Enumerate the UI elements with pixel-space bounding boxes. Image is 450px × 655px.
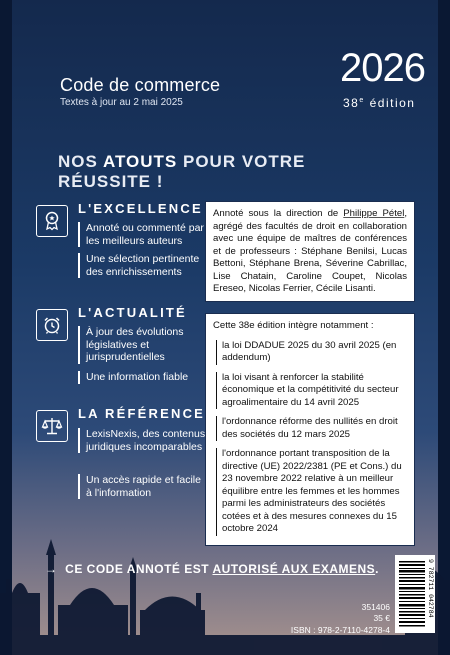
exam-text-1: CE CODE ANNOTÉ EST <box>65 562 213 576</box>
section-title-reference: LA RÉFÉRENCE <box>78 406 206 421</box>
authors-intro: Annoté sous la direction de <box>213 208 344 219</box>
director-name: Philippe Pétel <box>343 208 405 219</box>
content-box <box>205 313 415 546</box>
headline-part1: NOS <box>58 152 103 171</box>
authors-list: Stéphane Benilsi, Lucas Bettoni, Stéphane Brena, Séverine Cabrillac, Lise Chatain, Caroline Coupet, Nicolas Ereseo, Nicolas Ferrier, Cécile Lisanti. <box>213 245 408 294</box>
award-ribbon-icon <box>36 205 68 237</box>
content-item: l'ordonnance réforme des nullités en droit des sociétés du 12 mars 2025 <box>216 416 407 441</box>
bullet-reference-2: Un accès rapide et facile à l'information <box>78 474 206 499</box>
exam-text-end: . <box>375 562 380 576</box>
product-code: 351406 <box>361 602 390 612</box>
edition-year: 2026 <box>340 46 425 90</box>
barcode-digits: 9 782711 042784 <box>427 559 434 618</box>
scales-of-justice-icon <box>36 410 68 442</box>
edition-word: édition <box>369 96 416 110</box>
bullet-reference-1: LexisNexis, des contenus juridiques incomparables <box>78 428 206 453</box>
bullet-excellence-2: Une sélection pertinente des enrichissements <box>78 253 206 278</box>
section-title-actualite: L'ACTUALITÉ <box>78 305 187 320</box>
section-title-excellence: L'EXCELLENCE <box>78 201 203 216</box>
authors-team: , agrégé des facultés de droit en collaboration avec une équipe de maîtres de conférences et de professeurs : <box>213 208 407 257</box>
authors-box <box>205 201 415 302</box>
price: 35 € <box>373 613 390 623</box>
content-item: la loi visant à renforcer la stabilité économique et la compétitivité du secteur agroalimentaire du 14 avril 2025 <box>216 372 407 410</box>
bullet-actualite-2: Une information fiable <box>78 371 206 384</box>
content-item: la loi DDADUE 2025 du 30 avril 2025 (en addendum) <box>216 340 407 365</box>
exam-text-authorized: AUTORISÉ AUX EXAMENS <box>212 562 376 576</box>
headline-part2: POUR VOTRE RÉUSSITE ! <box>58 152 306 191</box>
edition-label <box>343 96 415 110</box>
isbn: ISBN : 978-2-7110-4278-4 <box>290 625 390 635</box>
content-intro: Cette 38e édition intègre notamment : <box>213 320 374 331</box>
bullet-actualite-1: À jour des évolutions législatives et jurisprudentielles <box>78 326 206 364</box>
headline <box>58 152 398 192</box>
exam-notice <box>45 562 379 576</box>
bullet-excellence-1: Annoté ou commenté par les meilleurs auteurs <box>78 222 206 247</box>
edition-number: 38 <box>343 96 360 110</box>
content-item: l'ordonnance portant transposition de la directive (UE) 2022/2381 (PE et Cons.) du 23 novembre 2022 relative à un meilleur équilibre entre les femmes et les hommes parmi les administrateurs des sociétés cotées et à des mesures connexes du 15 octobre 2024 <box>216 448 407 536</box>
arrow-right-icon: → <box>45 562 58 576</box>
alarm-clock-icon <box>36 309 68 341</box>
edition-superscript: e <box>359 97 365 104</box>
book-subtitle: Textes à jour au 2 mai 2025 <box>60 97 183 108</box>
book-title: Code de commerce <box>60 75 221 95</box>
barcode <box>395 555 435 633</box>
headline-highlight: ATOUTS <box>102 152 178 171</box>
